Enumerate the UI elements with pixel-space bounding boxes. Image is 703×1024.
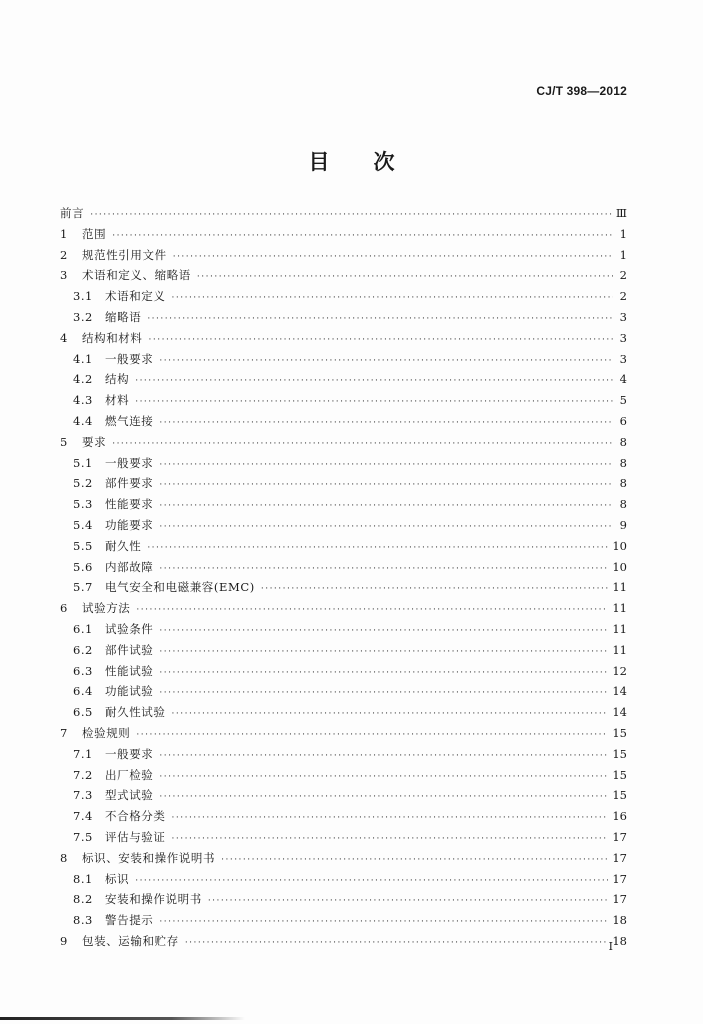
toc-entry[interactable] [60,494,627,515]
toc-dot-leader [136,600,608,621]
toc-entry[interactable] [60,224,627,245]
toc-entry-label: 标识 [105,871,130,886]
toc-dot-leader [147,538,608,559]
toc-entry-page: 9 [619,517,627,532]
toc-entry-number: 6 [60,601,68,616]
toc-entry[interactable] [60,432,627,453]
toc-entry-number: 7.4 [73,809,93,824]
toc-dot-leader [159,767,608,788]
toc-entry[interactable] [60,723,627,744]
toc-entry-number: 8.3 [73,913,93,928]
toc-entry[interactable] [60,453,627,474]
toc-entry-label: 电气安全和电磁兼容(EMC) [105,580,255,595]
toc-entry-label: 术语和定义、缩略语 [82,268,191,283]
toc-entry-number: 2 [60,247,68,262]
toc-entry-page: 4 [619,372,627,387]
toc-entry[interactable] [60,369,627,390]
toc-entry[interactable] [60,307,627,328]
toc-entry-page: 14 [612,684,627,699]
toc-dot-leader [159,496,613,517]
toc-dot-leader [135,371,613,392]
toc-entry-label: 试验条件 [105,621,154,636]
toc-entry[interactable] [60,640,627,661]
toc-entry-number: 6.5 [73,705,93,720]
toc-entry-page: 17 [612,892,627,907]
toc-entry-label: 功能要求 [105,517,154,532]
toc-entry-page: 15 [612,746,627,761]
toc-entry-page: 15 [612,788,627,803]
toc-dot-leader [159,351,613,372]
toc-entry-page: 2 [619,289,627,304]
toc-entry-label: 部件要求 [105,476,154,491]
toc-entry[interactable] [60,577,627,598]
page-title [0,146,703,176]
scan-edge-line [0,1017,245,1020]
toc-dot-leader [159,559,608,580]
toc-entry-page: 1 [619,226,627,241]
toc-dot-leader [159,455,613,476]
toc-entry-page: 18 [612,933,627,948]
toc-entry[interactable] [60,557,627,578]
toc-entry-page: 10 [612,559,627,574]
toc-entry-page: 8 [619,497,627,512]
toc-entry-page: 6 [619,413,627,428]
toc-entry[interactable] [60,203,627,224]
toc-entry-page: 3 [619,309,627,324]
toc-dot-leader [172,808,609,829]
toc-entry-label: 性能试验 [105,663,154,678]
toc-entry-label: 缩略语 [105,309,142,324]
toc-entry-page: 17 [612,871,627,886]
toc-entry-label: 范围 [82,226,107,241]
toc-entry-label: 功能试验 [105,684,154,699]
toc-entry-number: 5.4 [73,517,93,532]
toc-entry-label: 安装和操作说明书 [105,892,202,907]
toc-entry-number: 8 [60,850,68,865]
toc-entry-label: 出厂检验 [105,767,154,782]
toc-dot-leader [147,309,613,330]
toc-entry-number: 5.1 [73,455,93,470]
toc-dot-leader [112,226,613,247]
toc-dot-leader [173,247,613,268]
toc-entry-number: 4.3 [73,393,93,408]
toc-dot-leader [172,288,614,309]
toc-entry-number: 6.4 [73,684,93,699]
toc-entry-label: 耐久性试验 [105,705,166,720]
table-of-contents [60,203,627,952]
toc-entry-label: 结构 [105,372,130,387]
toc-dot-leader [112,434,613,455]
toc-dot-leader [221,850,608,871]
toc-dot-leader [197,267,613,288]
document-code: CJ/T 398—2012 [536,84,627,98]
toc-entry-page: 11 [612,621,627,636]
toc-entry-number: 3.1 [73,289,93,304]
toc-entry[interactable] [60,910,627,931]
toc-entry-page: 15 [612,767,627,782]
toc-entry[interactable] [60,702,627,723]
toc-entry-label: 标识、安装和操作说明书 [82,850,216,865]
toc-entry[interactable] [60,245,627,266]
toc-entry-page: 8 [619,455,627,470]
toc-dot-leader [159,413,613,434]
toc-entry[interactable] [60,744,627,765]
toc-entry-page: 3 [619,330,627,345]
toc-entry[interactable] [60,411,627,432]
toc-entry[interactable] [60,931,627,952]
toc-entry[interactable] [60,619,627,640]
toc-entry-label: 不合格分类 [105,809,166,824]
toc-entry[interactable] [60,390,627,411]
toc-dot-leader [136,725,608,746]
toc-entry[interactable] [60,265,627,286]
toc-dot-leader [90,205,612,226]
toc-entry[interactable] [60,473,627,494]
toc-entry-number: 7.5 [73,829,93,844]
toc-entry-number: 4.2 [73,372,93,387]
toc-entry-label: 材料 [105,393,130,408]
toc-entry-label: 包装、运输和贮存 [82,933,179,948]
toc-entry-page: 5 [619,393,627,408]
toc-entry-page: 12 [612,663,627,678]
toc-entry-page: 1 [619,247,627,262]
toc-entry[interactable] [60,869,627,890]
toc-dot-leader [159,663,608,684]
toc-entry-page: 15 [612,725,627,740]
toc-entry-label: 一般要求 [105,351,154,366]
toc-dot-leader [172,704,609,725]
toc-entry-page: 2 [619,268,627,283]
toc-dot-leader [159,746,608,767]
toc-entry-number: 5.6 [73,559,93,574]
toc-entry-page: 14 [612,705,627,720]
toc-entry-number: 6.1 [73,621,93,636]
toc-entry[interactable] [60,765,627,786]
toc-entry-number: 3 [60,268,68,283]
toc-entry[interactable] [60,286,627,307]
toc-entry-page: 11 [612,642,627,657]
toc-entry[interactable] [60,681,627,702]
toc-entry[interactable] [60,806,627,827]
toc-dot-leader [135,871,608,892]
toc-dot-leader [261,579,609,600]
toc-entry-number: 5 [60,434,68,449]
toc-entry-number: 5.5 [73,538,93,553]
toc-entry-label: 一般要求 [105,455,154,470]
toc-dot-leader [159,621,608,642]
toc-entry-page: 8 [619,476,627,491]
toc-entry-page: Ⅲ [615,206,627,220]
toc-entry-label: 术语和定义 [105,289,166,304]
toc-entry-number: 7.3 [73,788,93,803]
toc-entry[interactable] [60,827,627,848]
toc-dot-leader [159,912,608,933]
toc-entry-label: 型式试验 [105,788,154,803]
toc-entry-page: 16 [612,809,627,824]
toc-entry[interactable] [60,598,627,619]
toc-entry-number: 4.4 [73,413,93,428]
toc-dot-leader [159,642,608,663]
toc-entry-label: 要求 [82,434,107,449]
toc-entry-number: 1 [60,226,68,241]
toc-entry-page: 8 [619,434,627,449]
toc-entry-label: 燃气连接 [105,413,154,428]
toc-entry-label: 检验规则 [82,725,131,740]
toc-entry-number: 6.3 [73,663,93,678]
toc-dot-leader [159,787,608,808]
toc-entry-page: 18 [612,913,627,928]
toc-entry-number: 7.2 [73,767,93,782]
toc-entry-number: 9 [60,933,68,948]
toc-entry[interactable] [60,889,627,910]
toc-entry-label: 一般要求 [105,746,154,761]
toc-entry-page: 10 [612,538,627,553]
toc-entry-number: 8.1 [73,871,93,886]
toc-entry-number: 3.2 [73,309,93,324]
toc-entry[interactable] [60,785,627,806]
toc-entry-label: 性能要求 [105,497,154,512]
toc-entry-label: 部件试验 [105,642,154,657]
toc-entry[interactable] [60,536,627,557]
toc-entry-label: 前言 [60,206,85,220]
toc-dot-leader [159,475,613,496]
toc-entry-page: 17 [612,850,627,865]
toc-dot-leader [208,891,609,912]
toc-entry-label: 耐久性 [105,538,142,553]
toc-entry-page: 3 [619,351,627,366]
toc-dot-leader [149,330,614,351]
toc-entry-label: 试验方法 [82,601,131,616]
toc-dot-leader [159,683,608,704]
title-char-1: 目 [308,150,330,174]
toc-entry-number: 4 [60,330,68,345]
toc-entry-label: 规范性引用文件 [82,247,167,262]
toc-entry-page: 11 [612,601,627,616]
toc-entry-label: 评估与验证 [105,829,166,844]
toc-entry-page: 17 [612,829,627,844]
toc-entry[interactable] [60,349,627,370]
toc-entry-number: 8.2 [73,892,93,907]
toc-entry[interactable] [60,328,627,349]
toc-dot-leader [135,392,613,413]
toc-entry-number: 5.3 [73,497,93,512]
toc-entry-label: 警告提示 [105,913,154,928]
toc-entry-number: 6.2 [73,642,93,657]
toc-entry[interactable] [60,661,627,682]
toc-dot-leader [185,933,609,954]
toc-entry-label: 结构和材料 [82,330,143,345]
page-number: I [608,940,613,953]
toc-dot-leader [172,829,609,850]
toc-entry[interactable] [60,848,627,869]
toc-entry-number: 7.1 [73,746,93,761]
toc-entry-number: 7 [60,725,68,740]
toc-entry-number: 5.7 [73,580,93,595]
toc-entry-page: 11 [612,580,627,595]
toc-entry-number: 5.2 [73,476,93,491]
title-char-2: 次 [373,150,395,174]
toc-entry[interactable] [60,515,627,536]
toc-dot-leader [159,517,613,538]
toc-entry-number: 4.1 [73,351,93,366]
toc-entry-label: 内部故障 [105,559,154,574]
